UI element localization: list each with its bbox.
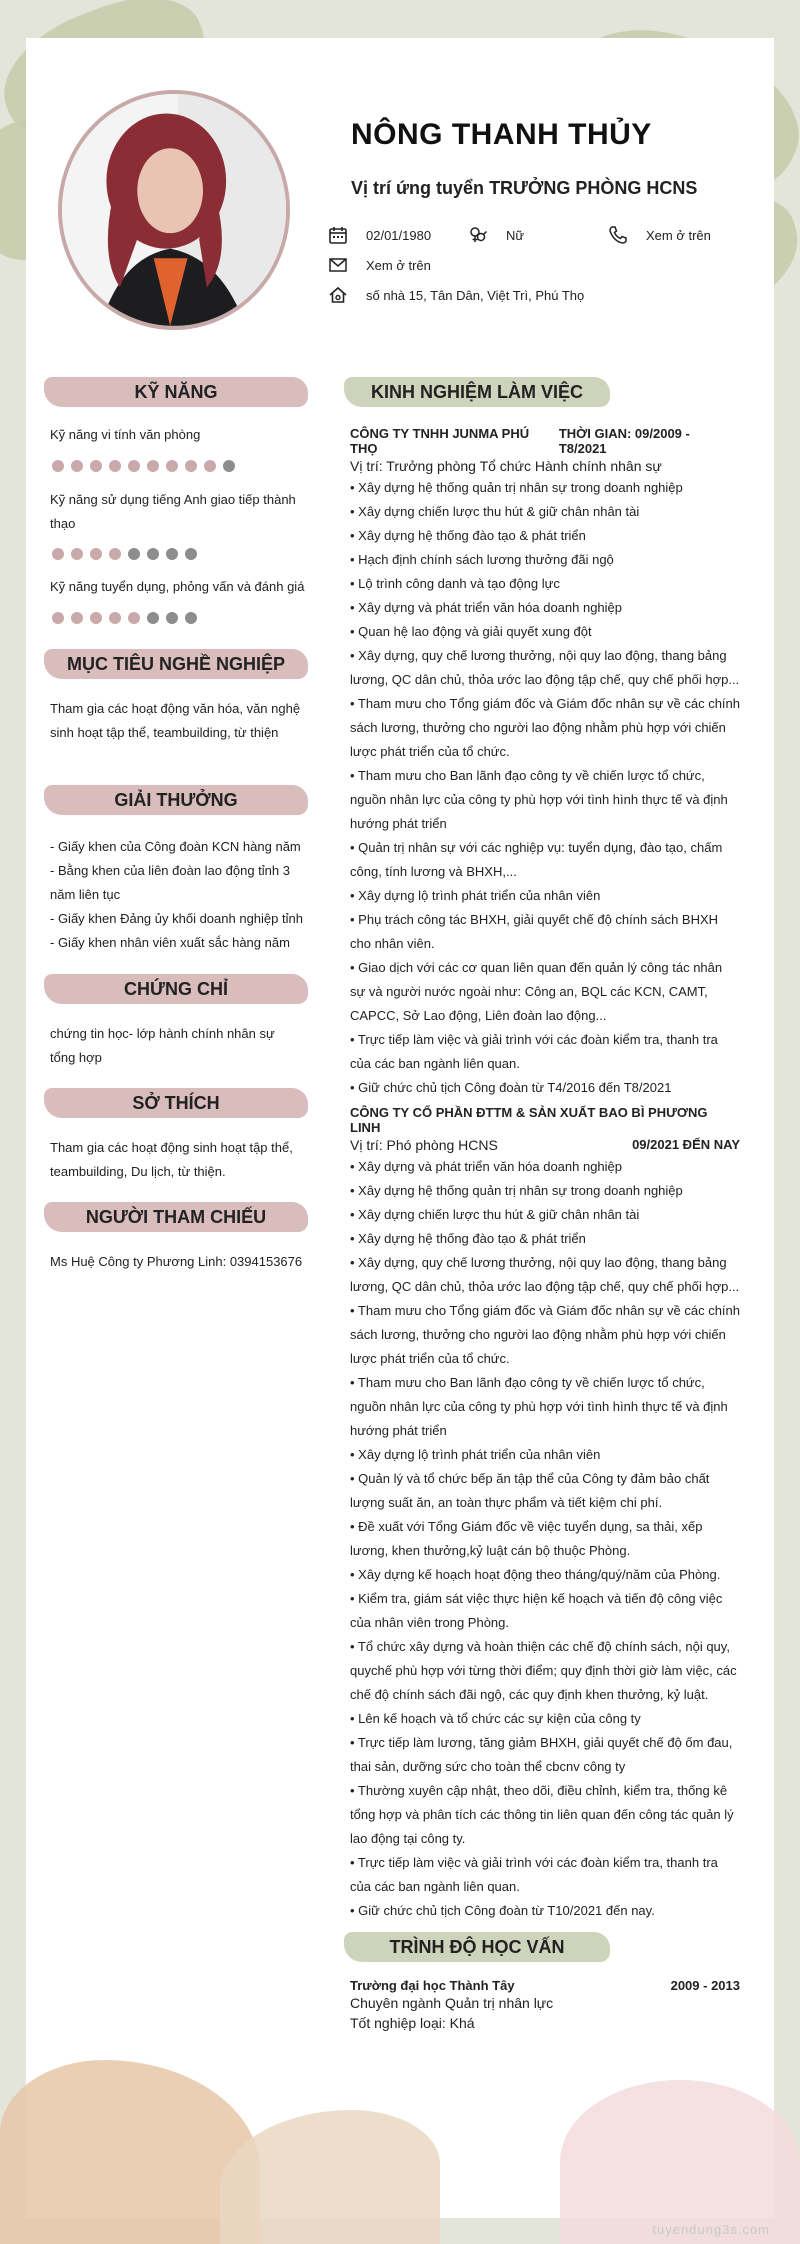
- phone-icon: [608, 225, 628, 245]
- company-name: CÔNG TY TNHH JUNMA PHÚ THỌ: [350, 426, 530, 456]
- duty-item: • Lộ trình công danh và tạo động lực: [350, 576, 560, 591]
- rating-dot-filled: [71, 460, 83, 472]
- rating-dot-filled: [52, 460, 64, 472]
- rating-dot-filled: [128, 460, 140, 472]
- award-item: - Giấy khen của Công đoàn KCN hàng năm: [50, 839, 301, 854]
- education-header: [350, 1978, 740, 1993]
- skill-3-rating: [52, 612, 197, 624]
- rating-dot-filled: [166, 460, 178, 472]
- job-entry-1: [350, 426, 740, 1100]
- address-row: [328, 285, 584, 305]
- birthdate-value: 02/01/1980: [366, 227, 432, 243]
- rating-dot-filled: [52, 612, 64, 624]
- duty-item: • Hạch định chính sách lương thưởng đãi ngộ: [350, 552, 614, 567]
- home-icon: [328, 285, 348, 305]
- rating-dot-filled: [71, 548, 83, 560]
- job-role-row: [350, 458, 740, 474]
- award-item: - Bằng khen của liên đoàn lao động tỉnh 3 năm liên tục: [50, 863, 290, 902]
- deco-stroke-bottom-right: [560, 2080, 800, 2244]
- duty-item: • Tham mưu cho Tổng giám đốc và Giám đốc nhân sự về các chính sách lương, thưởng cho người lao động nhằm phù hợp với chiến lược phát triển của tổ chức.: [350, 696, 740, 759]
- duty-item: • Xây dựng chiến lược thu hút & giữ chân nhân tài: [350, 504, 640, 519]
- skill-2-rating: [52, 548, 197, 560]
- duty-item: • Quan hệ lao động và giải quyết xung đột: [350, 624, 592, 639]
- rating-dot-empty: [147, 548, 159, 560]
- duty-item: • Phụ trách công tác BHXH, giải quyết chế độ chính sách BHXH cho nhân viên.: [350, 912, 719, 951]
- rating-dot-empty: [128, 548, 140, 560]
- school-name: Trường đại học Thành Tây: [350, 1978, 515, 1993]
- rating-dot-filled: [90, 548, 102, 560]
- applied-position: [351, 178, 697, 199]
- education-major: Chuyên ngành Quản trị nhân lực: [350, 1995, 554, 2011]
- education-grade: Tốt nghiệp loại: Khá: [350, 2015, 475, 2031]
- duty-item: • Xây dựng, quy chế lương thưởng, nội quy lao động, thang bảng lương, QC dân chủ, thỏa ước lao động tập chế, quy chế phối hợp...: [350, 1255, 740, 1294]
- calendar-icon: [328, 225, 348, 245]
- rating-dot-empty: [223, 460, 235, 472]
- duty-item: • Kiểm tra, giám sát việc thực hiện kế hoạch và tiến độ công việc của nhân viên trong Phòng.: [350, 1591, 723, 1630]
- avatar-image: [62, 94, 286, 326]
- rating-dot-filled: [109, 460, 121, 472]
- job-entry-2: [350, 1105, 740, 1923]
- rating-dot-filled: [109, 548, 121, 560]
- birthdate-row: [328, 225, 431, 245]
- award-item: - Giấy khen nhân viên xuất sắc hàng năm: [50, 935, 290, 950]
- experience-heading: KINH NGHIỆM LÀM VIỆC: [344, 373, 610, 411]
- job-period: THỜI GIAN: 09/2009 - T8/2021: [558, 426, 690, 456]
- award-item: - Giấy khen Đảng ủy khối doanh nghiệp tỉnh: [50, 911, 303, 926]
- reference-heading: NGƯỜI THAM CHIẾU: [44, 1198, 308, 1236]
- certificates-heading: CHỨNG CHỈ: [44, 970, 308, 1008]
- duty-item: • Tham mưu cho Ban lãnh đạo công ty về chiến lược tổ chức, nguồn nhân lực của công ty phù hợp với tình hình thực tế và định hướng phát triển: [350, 768, 728, 831]
- duty-item: • Trực tiếp làm việc và giải trình với các đoàn kiểm tra, thanh tra của các ban ngành liên quan.: [350, 1032, 718, 1071]
- position-prefix: Vị trí ứng tuyển: [351, 178, 485, 198]
- duty-item: • Xây dựng lộ trình phát triển của nhân viên: [350, 888, 601, 903]
- reference-text: Ms Huệ Công ty Phương Linh: 0394153676: [50, 1254, 303, 1269]
- rating-dot-empty: [147, 612, 159, 624]
- company-name: CÔNG TY CỔ PHẦN ĐTTM & SẢN XUẤT BAO BÌ PHƯƠNG LINH: [350, 1105, 708, 1135]
- skill-1-name: Kỹ năng vi tính văn phòng: [50, 427, 201, 442]
- duty-item: • Xây dựng, quy chế lương thưởng, nội quy lao động, thang bảng lương, QC dân chủ, thỏa ước lao động tập chế, quy chế phối hợp...: [350, 648, 740, 687]
- rating-dot-empty: [185, 548, 197, 560]
- job-header: [350, 426, 740, 456]
- rating-dot-empty: [185, 612, 197, 624]
- duty-item: • Quản lý và tổ chức bếp ăn tập thể của Công ty đảm bảo chất lượng suất ăn, an toàn thực phẩm và tiết kiệm chi phí.: [350, 1471, 710, 1510]
- skills-heading: KỸ NĂNG: [44, 373, 308, 411]
- duty-item: • Đề xuất với Tổng Giám đốc về việc tuyển dụng, sa thải, xếp lương, khen thưởng,kỷ luật cán bộ thuộc Phòng.: [350, 1519, 703, 1558]
- duty-list: [350, 1155, 740, 1923]
- rating-dot-filled: [185, 460, 197, 472]
- gender-icon: [468, 225, 488, 245]
- gender-row: [468, 225, 524, 245]
- duty-item: • Tham mưu cho Ban lãnh đạo công ty về chiến lược tổ chức, nguồn nhân lực của công ty phù hợp với tình hình thực tế và định hướng phát triển: [350, 1375, 728, 1438]
- rating-dot-filled: [90, 612, 102, 624]
- duty-item: • Tham mưu cho Tổng giám đốc và Giám đốc nhân sự về các chính sách lương, thưởng cho người lao động nhằm phù hợp với chiến lược phát triển của tổ chức.: [350, 1303, 740, 1366]
- education-heading: TRÌNH ĐỘ HỌC VẤN: [344, 1928, 610, 1966]
- awards-heading: GIẢI THƯỞNG: [44, 781, 308, 819]
- hobbies-text: Tham gia các hoạt động sinh hoạt tập thể, teambuilding, Du lịch, từ thiện.: [50, 1140, 293, 1179]
- awards-list: [50, 835, 305, 955]
- avatar: [58, 90, 290, 330]
- duty-item: • Xây dựng kế hoạch hoạt động theo tháng/quý/năm của Phòng.: [350, 1567, 721, 1582]
- job-role-row: [350, 1137, 740, 1153]
- address-value: số nhà 15, Tân Dân, Việt Trì, Phú Thọ: [366, 287, 585, 303]
- watermark: tuyendung3s.com: [652, 2222, 770, 2237]
- gender-value: Nữ: [506, 227, 525, 243]
- rating-dot-filled: [52, 548, 64, 560]
- duty-item: • Trực tiếp làm lương, tăng giảm BHXH, giải quyết chế độ ốm đau, thai sản, dưỡng sức cho toàn thể cbcnv công ty: [350, 1735, 733, 1774]
- duty-item: • Xây dựng lộ trình phát triển của nhân viên: [350, 1447, 601, 1462]
- rating-dot-filled: [204, 460, 216, 472]
- skill-2-name: Kỹ năng sử dụng tiếng Anh giao tiếp thành thạo: [50, 492, 296, 531]
- duty-item: • Thường xuyên cập nhật, theo dõi, điều chỉnh, kiểm tra, thống kê tổng hợp và phân tích các thông tin liên quan đến công tác quản lý lao động tại công ty.: [350, 1783, 734, 1846]
- candidate-name: NÔNG THANH THỦY: [351, 118, 652, 151]
- duty-item: • Giữ chức chủ tịch Công đoàn từ T10/2021 đến nay.: [350, 1903, 655, 1918]
- position-title: TRƯỞNG PHÒNG HCNS: [489, 178, 698, 198]
- skill-1-rating: [52, 460, 235, 472]
- rating-dot-filled: [90, 460, 102, 472]
- duty-item: • Tổ chức xây dựng và hoàn thiện các chế độ chính sách, nội quy, quychế phù hợp với từng thời điểm; quy định thời giờ làm việc, các chế độ chính sách đãi ngộ, các quy định khen thưởng, kỷ luật.: [350, 1639, 737, 1702]
- duty-list: [350, 476, 740, 1100]
- duty-item: • Xây dựng hệ thống quản trị nhân sự trong doanh nghiệp: [350, 1183, 683, 1198]
- duty-item: • Xây dựng hệ thống quản trị nhân sự trong doanh nghiệp: [350, 480, 683, 495]
- job-role: Vị trí: Phó phòng HCNS: [350, 1137, 498, 1153]
- duty-item: • Xây dựng và phát triển văn hóa doanh nghiệp: [350, 600, 623, 615]
- duty-item: • Giữ chức chủ tịch Công đoàn từ T4/2016 đến T8/2021: [350, 1080, 672, 1095]
- duty-item: • Giao dịch với các cơ quan liên quan đến quản lý công tác nhân sự và người nước ngoài như: Công an, BQL các KCN, CAMT, CAPCC, Sở Lao động, Liên đoàn lao động...: [350, 960, 723, 1023]
- phone-row: [608, 225, 711, 245]
- rating-dot-filled: [71, 612, 83, 624]
- education-years: 2009 - 2013: [670, 1978, 740, 1993]
- email-icon: [328, 255, 348, 275]
- duty-item: • Lên kế hoạch và tổ chức các sự kiện của công ty: [350, 1711, 641, 1726]
- rating-dot-filled: [109, 612, 121, 624]
- duty-item: • Xây dựng hệ thống đào tạo & phát triển: [350, 528, 586, 543]
- rating-dot-empty: [166, 612, 178, 624]
- duty-item: • Xây dựng chiến lược thu hút & giữ chân nhân tài: [350, 1207, 640, 1222]
- rating-dot-filled: [147, 460, 159, 472]
- duty-item: • Xây dựng và phát triển văn hóa doanh nghiệp: [350, 1159, 623, 1174]
- objective-heading: MỤC TIÊU NGHỀ NGHIỆP: [44, 645, 308, 683]
- phone-value: Xem ở trên: [646, 227, 711, 243]
- job-role: Vị trí: Trưởng phòng Tổ chức Hành chính nhân sự: [350, 458, 662, 474]
- skill-3-name: Kỹ năng tuyển dụng, phỏng vấn và đánh giá: [50, 579, 305, 594]
- email-value: Xem ở trên: [366, 257, 431, 273]
- duty-item: • Trực tiếp làm việc và giải trình với các đoàn kiểm tra, thanh tra của các ban ngành liên quan.: [350, 1855, 718, 1894]
- rating-dot-empty: [166, 548, 178, 560]
- education-entry: [350, 1978, 740, 2033]
- certificates-text: chứng tin học- lớp hành chính nhân sự tổng hợp: [50, 1026, 275, 1065]
- hobbies-heading: SỞ THÍCH: [44, 1084, 308, 1122]
- job-period: 09/2021 ĐẾN NAY: [632, 1137, 740, 1152]
- duty-item: • Xây dựng hệ thống đào tạo & phát triển: [350, 1231, 586, 1246]
- duty-item: • Quản trị nhân sự với các nghiệp vụ: tuyển dụng, đào tạo, chấm công, tính lương và BHXH,...: [350, 840, 723, 879]
- objective-text: Tham gia các hoạt động văn hóa, văn nghệ sinh hoạt tập thể, teambuilding, từ thiện: [50, 701, 301, 740]
- rating-dot-filled: [128, 612, 140, 624]
- job-header: [350, 1105, 740, 1135]
- email-row: [328, 255, 431, 275]
